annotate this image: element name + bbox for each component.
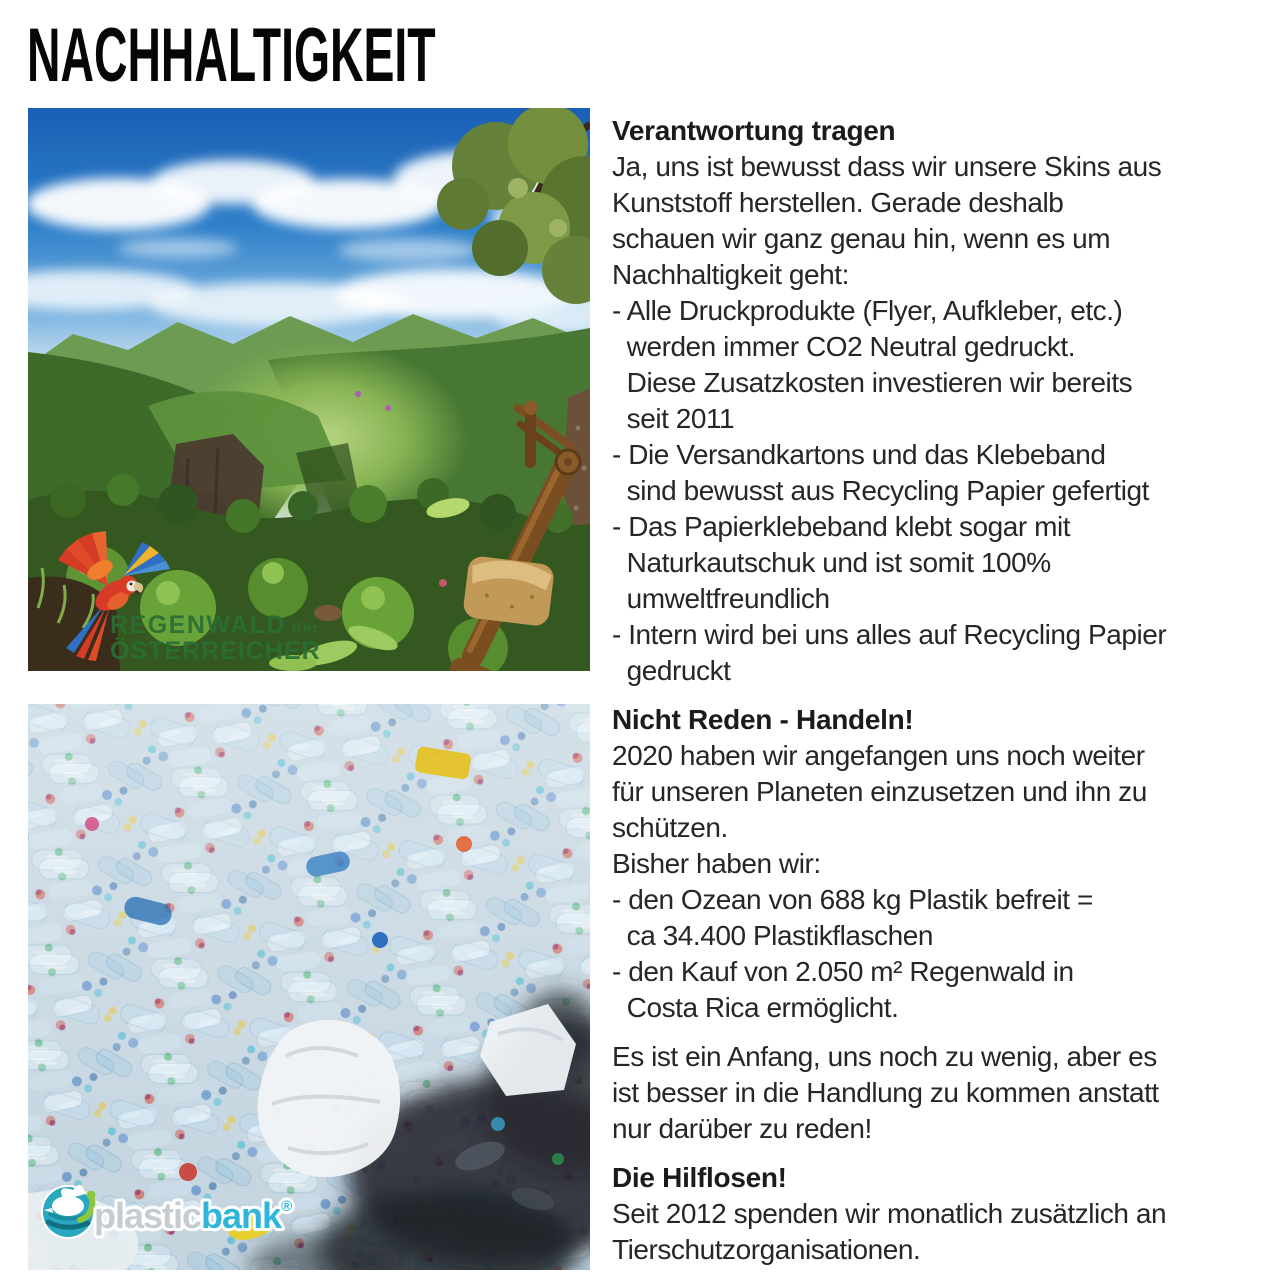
- regenwald-logo-line1: REGENWALD der: [110, 611, 320, 639]
- text-line: nur darüber zu reden!: [612, 1113, 872, 1144]
- section-heading: Die Hilflosen!: [612, 1162, 787, 1193]
- text-line: Diese Zusatzkosten investieren wir bereits: [612, 367, 1133, 398]
- text-line: gedruckt: [612, 655, 731, 686]
- text-line: 2020 haben wir angefangen uns noch weiter: [612, 740, 1145, 771]
- content-column: [612, 113, 1268, 1280]
- dove-icon: [42, 1185, 96, 1238]
- text-line: ca 34.400 Plastikflaschen: [612, 920, 933, 951]
- section-heading: Nicht Reden - Handeln!: [612, 704, 914, 735]
- section-verantwortung: [612, 113, 1268, 689]
- text-line: - Alle Druckprodukte (Flyer, Aufkleber, etc.): [612, 295, 1123, 326]
- text-line: Bisher haben wir:: [612, 848, 821, 879]
- section-heading: Verantwortung tragen: [612, 115, 896, 146]
- text-line: Kunststoff herstellen. Gerade deshalb: [612, 187, 1064, 218]
- stone-block: [462, 555, 555, 627]
- rainforest-illustration: [28, 108, 590, 671]
- section-lines: [612, 149, 1268, 689]
- text-line: schauen wir ganz genau hin, wenn es um: [612, 223, 1111, 254]
- text-line: werden immer CO2 Neutral gedruckt.: [612, 331, 1076, 362]
- section-hilflosen: [612, 1160, 1268, 1268]
- text-line: für unseren Planeten einzusetzen und ihn zu: [612, 776, 1147, 807]
- section-lines: [612, 738, 1268, 1026]
- text-line: - Die Versandkartons und das Klebeband: [612, 439, 1106, 470]
- section-lines: [612, 1196, 1268, 1268]
- text-line: Costa Rica ermöglicht.: [612, 992, 899, 1023]
- text-line: Naturkautschuk und ist somit 100%: [612, 547, 1051, 578]
- plastic-illustration: [28, 704, 590, 1270]
- section-anfang: [612, 1039, 1268, 1147]
- text-line: sind bewusst aus Recycling Papier gefertigt: [612, 475, 1149, 506]
- plasticbank-logo-text: plasticbank®: [94, 1195, 292, 1236]
- text-line: Seit 2012 spenden wir monatlich zusätzlich an: [612, 1198, 1167, 1229]
- text-line: Tierschutzorganisationen.: [612, 1234, 921, 1265]
- section-nicht-reden: [612, 702, 1268, 1026]
- regenwald-logo-line2: ÖSTERREICHER: [110, 637, 321, 665]
- text-line: - den Kauf von 2.050 m² Regenwald in: [612, 956, 1074, 987]
- text-line: schützen.: [612, 812, 728, 843]
- text-line: Nachhaltigkeit geht:: [612, 259, 849, 290]
- text-line: - Das Papierklebeband klebt sogar mit: [612, 511, 1071, 542]
- rainforest-photo: [28, 108, 590, 671]
- text-line: ist besser in die Handlung zu kommen anstatt: [612, 1077, 1159, 1108]
- text-line: Ja, uns ist bewusst dass wir unsere Skins aus: [612, 151, 1162, 182]
- text-line: umweltfreundlich: [612, 583, 830, 614]
- section-lines: [612, 1039, 1268, 1147]
- page-title: NACHHALTIGKEIT: [27, 13, 436, 98]
- plastic-bottles-photo: [28, 704, 590, 1270]
- text-line: seit 2011: [612, 403, 735, 434]
- text-line: - Intern wird bei uns alles auf Recycling Papier: [612, 619, 1167, 650]
- text-line: Es ist ein Anfang, uns noch zu wenig, aber es: [612, 1041, 1157, 1072]
- text-line: - den Ozean von 688 kg Plastik befreit =: [612, 884, 1093, 915]
